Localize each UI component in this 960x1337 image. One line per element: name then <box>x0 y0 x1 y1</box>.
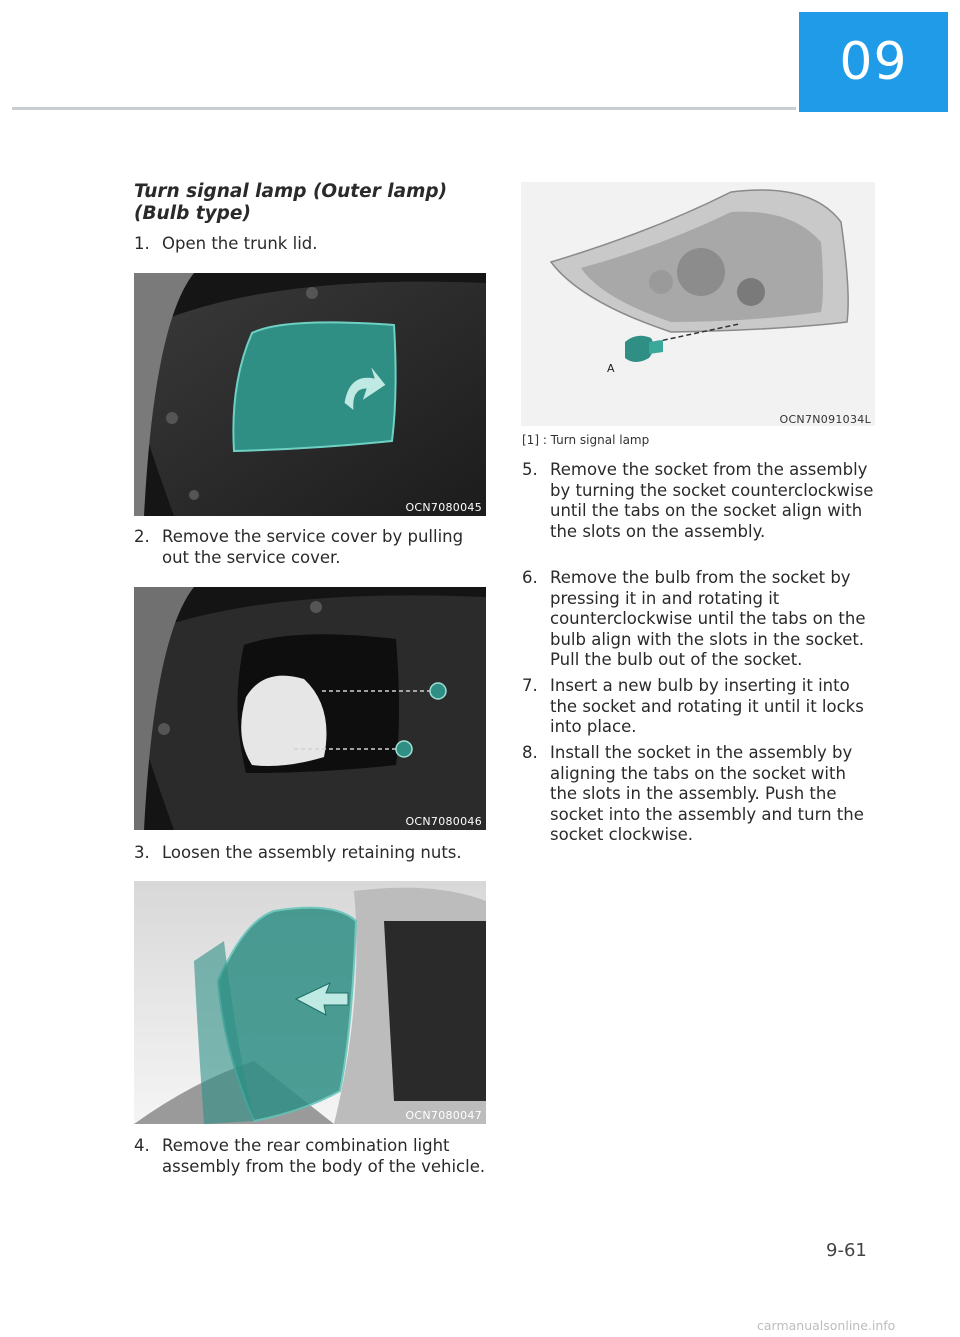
step-1 <box>134 234 486 255</box>
chapter-tab <box>799 12 948 112</box>
figure-code: OCN7N091034L <box>779 413 871 426</box>
lamp-socket-illustration <box>521 182 875 426</box>
chapter-number: 09 <box>839 32 908 92</box>
figure-service-cover <box>134 273 486 516</box>
page-number: 9-61 <box>826 1240 867 1261</box>
step-number: 3. <box>134 843 150 862</box>
step-3 <box>134 843 486 864</box>
socket-callout-label: A <box>607 362 615 375</box>
step-text: Open the trunk lid. <box>162 234 318 253</box>
figure-code: OCN7080047 <box>405 1109 482 1122</box>
figure-code: OCN7080046 <box>405 815 482 828</box>
step-4 <box>134 1136 486 1177</box>
step-number: 2. <box>134 527 150 546</box>
step-6 <box>522 568 878 671</box>
step-number: 4. <box>134 1136 150 1155</box>
step-number: 7. <box>522 676 538 695</box>
step-text: Install the socket in the assembly by aligning the tabs on the socket with the slots in the assembly. Push the socket into the assembly and turn the socket clockwise. <box>550 743 864 844</box>
step-text: Loosen the assembly retaining nuts. <box>162 843 462 862</box>
step-number: 8. <box>522 743 538 762</box>
step-number: 6. <box>522 568 538 587</box>
section-title: Turn signal lamp (Outer lamp) (Bulb type) <box>134 181 448 224</box>
step-text: Remove the rear combination light assembly from the body of the vehicle. <box>162 1136 486 1176</box>
trunk-service-cover-illustration <box>134 273 486 516</box>
step-number: 5. <box>522 460 538 479</box>
step-text: Remove the service cover by pulling out the service cover. <box>162 527 464 567</box>
figure-caption: [1] : Turn signal lamp <box>522 433 650 447</box>
figure-remove-assembly <box>134 881 486 1124</box>
step-text: Insert a new bulb by inserting it into the socket and rotating it until it locks into place. <box>550 676 864 736</box>
step-8 <box>522 743 878 846</box>
rear-combination-light-illustration <box>134 881 486 1124</box>
retaining-nuts-illustration <box>134 587 486 830</box>
step-text: Remove the socket from the assembly by turning the socket counterclockwise until the tabs on the socket align with the slots on the assembly. <box>550 460 874 541</box>
header-rule <box>12 107 796 110</box>
step-5 <box>522 460 878 542</box>
figure-socket <box>521 182 875 426</box>
watermark: carmanualsonline.info <box>757 1318 896 1333</box>
figure-retaining-nuts <box>134 587 486 830</box>
step-2 <box>134 527 486 568</box>
step-number: 1. <box>134 234 150 253</box>
figure-code: OCN7080045 <box>405 501 482 514</box>
step-7 <box>522 676 878 738</box>
step-text: Remove the bulb from the socket by pressing it in and rotating it counterclockwise until the tabs on the bulb align with the slots in the socket. Pull the bulb out of the socket. <box>550 568 866 669</box>
